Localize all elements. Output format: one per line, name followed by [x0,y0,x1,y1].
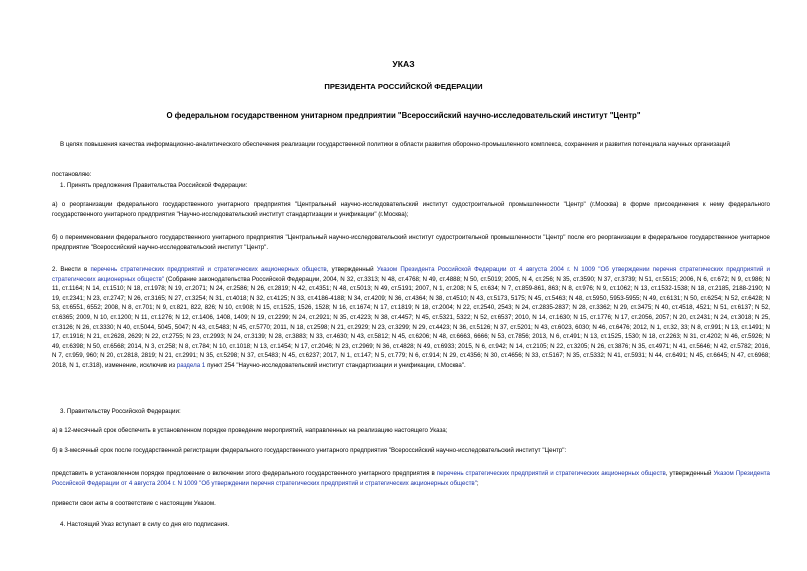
item-3b-sub-1 [52,469,770,488]
item-2-text-end: пункт 254 "Научно-исследовательский институт стандартизации и унификации, г.Москва". [205,361,466,369]
decree-title: УКАЗ [392,59,415,69]
decree-subject: О федеральном государственном унитарном предприятии "Всероссийский научно-исследовательский институт "Центр" [166,111,641,120]
strategic-list-link[interactable]: перечень стратегических предприятий и стратегических акционерных обществ [90,266,327,273]
decree-issuer: ПРЕЗИДЕНТА РОССИЙСКОЙ ФЕДЕРАЦИИ [324,82,483,91]
item-2-citations: (Собрание законодательства Российской Федерации, 2004, N 32, ст.3313; N 48, ст.4768; N 49, ст.4888; N 50, ст.5019; 2005, N 4, ст.256; N 35, ст.3590; N 37, ст.3739; N 51, ст.5515; 2006, N 6, ст.672; N 9, ст.986; N 11, ст.1164; N 14, ст.1510; N 18, ст.1978; N 19, ст.2071; N 24, ст.2586; N 26, ст.2819; N 42, ст.4351; N 48, ст.5013; N 49, ст.5191; 2007, N 1, ст.208; N 5, ст.634; N 7, ст.859-861, 863; N 8, ст.976; N 9, ст.1062; N 13, ст.1532-1538; N 18, ст.2185, 2188-2190; N 19, ст.2341; N 23, ст.2747; N 26, ст.3165; N 27, ст.3254; N 31, ст.4018; N 32, ст.4125; N 33, ст.4186-4188; N 34, ст.4209; N 36, ст.4364; N 38, ст.4510; N 43, ст.5173, 5175; N 45, ст.5463; N 48, ст.5950, 5953-5955; N 49, ст.6131; N 50, ст.6254; N 52, ст.6428; N 53, ст.6551, 6552; 2008, N 8, ст.701; N 9, ст.821, 822, 826; N 10, ст.908; N 15, ст.1525, 1526, 1528; N 16, ст.1674; N 17, ст.1819; N 18, ст.2004; N 22, ст.2540, 2543; N 24, ст.2835-2837; N 28, ст.3362; N 29, ст.3475; N 40, ст.4518, 4521; N 51, ст.6137; N 52, ст.6365; 2009, N 10, ст.1200; N 11, ст.1276; N 12, ст.1406, 1408, 1409; N 19, ст.2299; N 24, ст.2921; N 35, ст.4223; N 38, ст.4457; N 45, ст.5321, 5322; N 52, ст.6537; 2010, N 14, ст.1630; N 15, ст.1776; N 17, ст.2056, 2057; N 20, ст.2431; N 24, ст.3018; N 25, ст.3126; N 26, ст.3330; N 40, ст.5044, 5045, 5047; N 43, ст.5483; N 45, ст.5770; 2011, N 18, ст.2598; N 21, ст.2929; N 23, ст.3299; N 29, ст.4423; N 36, ст.5126; N 37, ст.5201; N 43, ст.6023, 6030; N 46, ст.6476; 2012, N 1, ст.32, 33; N 8, ст.991; N 13, ст.1491; N 17, ст.1916; N 21, ст.2628, 2629; N 22, ст.2755; N 23, ст.2993; N 24, ст.3139; N 28, ст.3883; N 33, ст.4630; N 43, ст.5812; N 45, ст.6206; N 48, ст.6663, 6666; N 53, ст.7856; 2013, N 6, ст.491; N 13, ст.1525, 1530; N 18, ст.2263; N 31, ст.4202; N 46, ст.5926; N 49, ст.6398; N 50, ст.6568; 2014, N 3, ст.258; N 8, ст.784; N 10, ст.1018; N 13, ст.1454; N 17, ст.2046; N 23, ст.2969; N 36, ст.4828; N 49, ст.6933; 2015, N 6, ст.942; N 14, ст.2105; N 22, ст.3205; N 26, ст.3876; N 35, ст.4971; N 41, ст.5646; N 42, ст.5782; 2016, N 7, ст.959, 960; N 20, ст.2818, 2819; N 21, ст.2991; N 35, ст.5298; N 37, ст.5483; N 45, ст.6237; 2017, N 1, ст.147; N 5, ст.779; N 6, ст.914; N 29, ст.4356; N 30, ст.4656; N 33, ст.5167; N 35, ст.5332; N 41, ст.5931; N 44, ст.6491; N 45, ст.6645; N 47, ст.6968; 2018, N 1, ст.318), изменение, исключив из [52,275,770,369]
item-2 [52,265,770,371]
item-4: 4. Настоящий Указ вступает в силу со дня его подписания. [60,521,230,528]
item-3b-sub-1-start: представить в установленном порядке предложение о включении этого федерального государственного унитарного предприятия в [52,470,437,477]
section-1-link[interactable]: раздела 1 [176,361,206,369]
item-3b: б) в 3-месячный срок после государственной регистрации федерального государственного унитарного предприятия "Всероссийский научно-исследовательский институт "Центр": [52,447,567,454]
preamble-paragraph: В целях повышения качества информационно-аналитического обеспечения реализации государственной политики в области развития оборонно-промышленного комплекса, сохранения и развития потенциала научных организаций [60,141,730,148]
item-3: 3. Правительству Российской Федерации: [60,408,181,415]
decree-1009-link[interactable]: Указом Президента Российской Федерации от 4 августа 2004 г. N 1009 "Об утверждении перечня стратегических предприятий и стратегических акционерных обществ" [52,266,770,283]
item-3b-sub-1-mid: , утвержденный [665,470,714,477]
item-3b-sub-2: привести свои акты в соответствие с настоящим Указом. [52,500,216,507]
item-3b-sub-1-end: ; [476,479,479,487]
item-3a: а) в 12-месячный срок обеспечить в установленном порядке проведение мероприятий, направленных на реализацию настоящего Указа; [52,427,448,434]
decree-word: постановляю: [52,171,92,178]
item-1b: б) о переименовании федерального государственного унитарного предприятия "Центральный научно-исследовательский институт судостроительной промышленности "Центр" после его реорганизации в федеральное государственное унитарное предприятие "Всероссийский научно-исследовательский институт "Центр". [52,234,770,251]
item-2-text-start: 2. Внести в [52,266,91,273]
item-1: 1. Принять предложения Правительства Российской Федерации: [60,182,248,189]
item-1a: а) о реорганизации федерального государственного унитарного предприятия "Центральный научно-исследовательский институт судостроительной промышленности "Центр" (г.Москва) в форме присоединения к нему федерального государственного унитарного предприятия "Научно-исследовательский институт стандартизации и унификации" (г.Москва); [52,201,770,218]
item-2-text-mid1: , утвержденный [326,266,377,273]
strategic-list-link-2[interactable]: перечень стратегических предприятий и стратегических акционерных обществ [436,470,666,477]
decree-1009-link-2[interactable]: Указом Президента Российской Федерации от 4 августа 2004 г. N 1009 "Об утверждении перечня стратегических предприятий и стратегических акционерных обществ" [52,470,770,487]
